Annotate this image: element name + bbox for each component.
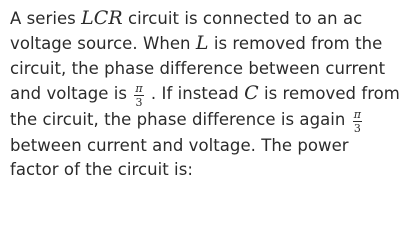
fraction-denominator: 3 (353, 121, 361, 135)
fraction-denominator: 3 (135, 95, 143, 109)
question-text-part-2: circuit is connected to an ac voltage source. When (10, 9, 363, 54)
fraction-pi-over-3-second (353, 109, 362, 134)
fraction-numerator: π (353, 107, 361, 121)
question-text-part-3: is removed from the circuit, the phase difference between current and voltage is (10, 34, 386, 103)
question-text-part-4: . If instead (145, 83, 245, 103)
question-text-part-1: A series (10, 9, 82, 28)
math-l: L (195, 32, 209, 55)
question-text-part-6: between current and voltage. The power factor of the circuit is: (10, 135, 349, 180)
fraction-numerator: π (135, 81, 143, 95)
math-c: C (244, 81, 259, 104)
question-text-part-5: is removed from the circuit, the phase difference is again (10, 83, 400, 129)
fraction-pi-over-3-first (134, 83, 143, 108)
math-lcr: LCR (81, 7, 123, 29)
